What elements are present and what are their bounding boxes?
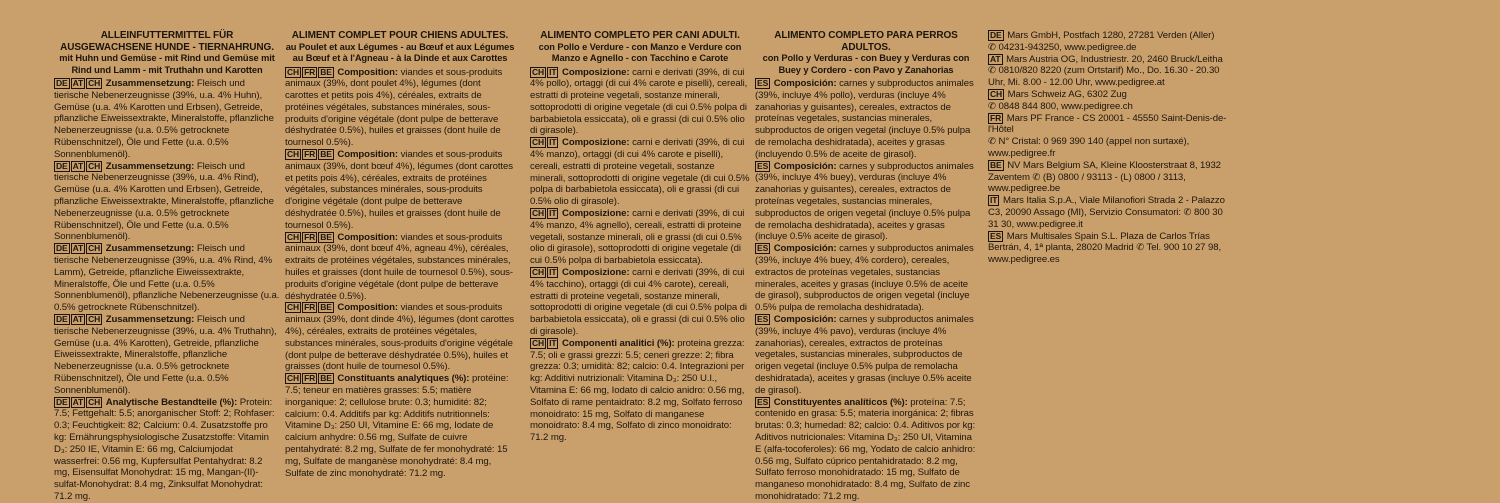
country-code-badge: CH xyxy=(532,208,545,219)
country-code-badge: DE xyxy=(56,160,68,171)
country-code-badge: CH xyxy=(287,231,300,242)
country-code-badge: DE xyxy=(56,396,68,407)
block-label: Composizione: xyxy=(562,208,630,220)
country-code-badge: CH xyxy=(287,149,300,160)
ingredient-block xyxy=(755,243,977,314)
block-text: viandes et sous-produits animaux (39%, dont dinde 4%), légumes (dont carottes 4%), céréales, extraits de protéines végétales, substances minérales, sous-produits d'origine végétale (dont pulpe de betterave déshydratée 0.5%), huiles et graisses (dont huile de tournesol 0.5%). xyxy=(285,302,514,373)
ingredient-block xyxy=(54,314,280,397)
block-label: Composición: xyxy=(773,313,837,325)
block-label: Composizione: xyxy=(562,66,630,78)
italian-title: ALIMENTO COMPLETO PER CANI ADULTI. xyxy=(540,30,740,41)
block-label: Zusammensetzung: xyxy=(105,160,195,172)
contact-text: Mars Multisales Spain S.L. Plaza de Carlos Trías Bertrán, 4, 1ª planta, 28020 Madrid ✆ Tel. 900 10 27 98, www.pedigree.es xyxy=(988,230,1222,266)
country-code-badge: AT xyxy=(72,243,84,254)
country-code-badge: ES xyxy=(757,160,769,171)
country-code-badge: ES xyxy=(990,230,1002,241)
italian-blocks xyxy=(530,67,750,445)
ingredient-block xyxy=(285,373,515,479)
block-text: Fleisch und tierische Nebenerzeugnisse (39%, u.a. 4% Rind), Gemüse (u.a. 4% Karotten und Erbsen), Getreide, pflanzliche Eiweissextrakte, Mineralstoffe, pflanzliche Nebenerzeugnisse (u.a. 0.5% getrocknete Rübenschnitzel), Öle und Fette (u.a. 0.5% Sonnenblumenöl). xyxy=(54,160,274,243)
spanish-subtitle: con Pollo y Verduras - con Buey y Verduras con Buey y Cordero - con Pavo y Zanahorias xyxy=(762,53,970,75)
block-text: viandes et sous-produits animaux (39%, dont poulet 4%), légumes (dont carottes et petits pois 4%), céréales, extraits de protéines végétales, substances minérales, sous-produits d'origine végétale (dont pulpe de betterave déshydratée 0.5%), huiles et graisses (dont huile de tournesol 0.5%). xyxy=(285,66,503,149)
german-title: ALLEINFUTTERMITTEL FÜR AUSGEWACHSENE HUNDE - TIERNAHRUNG. xyxy=(60,30,274,53)
block-label: Constituants analytiques (%): xyxy=(337,373,470,385)
ingredient-block xyxy=(755,161,977,244)
country-code-badge: FR xyxy=(304,302,316,313)
contact-block xyxy=(988,113,1228,160)
ingredient-block xyxy=(530,67,750,138)
ingredient-block xyxy=(530,208,750,267)
country-code-badge: CH xyxy=(88,78,101,88)
contact-blocks xyxy=(988,30,1228,266)
contact-text: Mars Schweiz AG, 6302 Zug xyxy=(1007,88,1127,100)
block-text: viandes et sous-produits animaux (39%, dont bœuf 4%, agneau 4%), céréales, extraits de protéines végétales, substances minérales, huiles et graisses (dont huile de tournesol 0.5%), sous-produits d'origine végétale (dont pulpe de betterave déshydratée 0.5%). xyxy=(285,231,513,302)
block-label: Composizione: xyxy=(562,137,630,149)
block-text: proteina grezza: 7.5; oli e grassi grezzi: 5.5; ceneri grezze: 2; fibra grezza: 0.3; umidità: 82; calcio: 0.4. Integrazioni per kg: Additivi nutrizionali: Vitamina D₃: 250 U.I., Vitamina E: 66 mg, Iodato di calcio anidro: 0.56 mg, Solfato di rame pentaidrato: 8.2 mg, Solfato ferroso monoidrato: 15 mg, Solfato di manganese monoidrato: 8.4 mg, Solfato di zinco monoidrato: 71.2 mg. xyxy=(530,337,745,444)
block-text: Fleisch und tierische Nebenerzeugnisse (39%, u.a. 4% Truthahn), Gemüse (u.a. 4% Karotten), Getreide, pflanzliche Eiweissextrakte, Mineralstoffe, pflanzliche Nebenerzeugnisse (u.a. 0.5% getrocknete Rübenschnitzel), Öle und Fette (u.a. 0.5% Sonnenblumenöl). xyxy=(54,313,277,396)
country-code-badge: CH xyxy=(88,313,101,324)
ingredient-block xyxy=(530,137,750,208)
french-column xyxy=(285,30,515,479)
spanish-blocks xyxy=(755,78,977,503)
country-code-badge: CH xyxy=(532,267,545,278)
block-text: proteína: 7.5; contenido en grasa: 5.5; materia inorgánica: 2; fibras brutas: 0.3; humedad: 82; calcio: 0.4. Aditivos por kg: Aditivos nutricionales: Vitamina D₃: 250 UI, Vitamina E (alfa-tocoferoles): 66 mg, Yodato de calcio anhidro: 0.56 mg, Sulfato cúprico pentahidratado: 8.2 mg, Sulfato ferroso monohidratado: 15 mg, Sulfato de manganeso monohidratado: 8.4 mg, Sulfato de zinc monohidratado: 71.2 mg. xyxy=(755,396,976,502)
country-code-badge: ES xyxy=(757,243,769,254)
contact-block xyxy=(988,54,1228,89)
country-code-badge: FR xyxy=(990,112,1002,123)
contact-block xyxy=(988,160,1228,195)
french-blocks xyxy=(285,67,515,480)
block-text: carnes y subproductos animales (39%, incluye 4% buey), verduras (incluye 4% zanahorias y guisantes), cereales, extractos de proteínas vegetales, sustancias minerales, subproductos de origen vegetal (incluye 0.5% pulpa de remolacha deshidratada), aceites y grasas (incluye 0.5% aceite de girasol). xyxy=(755,160,974,243)
country-code-badge: CH xyxy=(532,337,545,348)
contact-text: Mars PF France - CS 20001 - 45550 Saint-Denis-de-l'Hôtel xyxy=(988,112,1227,136)
country-code-badge: BE xyxy=(990,159,1002,170)
contact-text: Mars Italia S.p.A., Viale Milanofiori Strada 2 - Palazzo C3, 20090 Assago (MI), Servizio Consumatori: ✆ 800 30 31 30, www.pedigree.it xyxy=(988,195,1225,230)
country-code-badge: ES xyxy=(757,78,769,88)
contact-text: Mars Austria OG, Industriestr. 20, 2460 Bruck/Leitha xyxy=(1006,53,1223,65)
country-code-badge: CH xyxy=(532,137,545,148)
country-code-badge: BE xyxy=(320,302,332,313)
ingredient-block xyxy=(54,243,280,314)
country-code-badge: IT xyxy=(549,137,557,148)
country-code-badge: FR xyxy=(304,149,316,160)
ingredient-block xyxy=(755,314,977,397)
block-label: Composition: xyxy=(337,149,399,161)
french-title: ALIMENT COMPLET POUR CHIENS ADULTES. xyxy=(291,30,509,41)
block-text: Fleisch und tierische Nebenerzeugnisse (39%, u.a. 4% Rind, 4% Lamm), Getreide, pflanzliche Eiweissextrakte, Mineralstoffe, Öle und Fette (u.a. 0.5% Sonnenblumenöl), pflanzliche Nebenerzeugnisse (u.a. 0.5% getrocknete Rübenschnitzel). xyxy=(54,243,280,314)
block-text: Protein: 7.5; Fettgehalt: 5.5; anorganischer Stoff: 2; Rohfaser: 0.3; Feuchtigkeit: 82; Calcium: 0.4. Zusatzstoffe pro kg: Ernährungsphysiologische Zusatzstoffe: Vitamin D₃: 250 IE, Vitamin E: 66 mg, Calciumjodat wasserfrei: 0.56 mg, Kupfersulfat Pentahydrat: 8.2 mg, Eisensulfat Monohydrat: 15 mg, Mangan-(II)-sulfat-Monohydrat: 8.4 mg, Zinksulfat Monohydrat: 71.2 mg. xyxy=(54,396,275,502)
block-text: carnes y subproductos animales (39%, incluye 4% buey, 4% cordero), cereales, extractos de proteínas vegetales, sustancias minerales, aceites y grasas (incluye 0.5% de aceite de girasol), subproductos de origen vegetal (incluye 0.5% pulpa de remolacha deshidratada). xyxy=(755,243,974,314)
contact-phone-web: ✆ N° Cristal: 0 969 390 140 (appel non surtaxé), www.pedigree.fr xyxy=(988,136,1190,159)
country-code-badge: FR xyxy=(304,66,316,77)
ingredient-block xyxy=(530,338,750,444)
block-label: Zusammensetzung: xyxy=(105,243,195,255)
contact-block xyxy=(988,195,1228,230)
country-code-badge: DE xyxy=(56,243,68,254)
country-code-badge: CH xyxy=(532,66,545,77)
block-text: carni e derivati (39%, di cui 4% pollo), ortaggi (di cui 4% carote e piselli), cereali, estratti di proteine vegetali, sostanze minerali, sottoprodotti di origine vegetale (di cui 0.5% polpa di barbabietola essiccata), oli e grassi (di cui 0.5% olio di girasole). xyxy=(530,66,748,137)
block-label: Composición: xyxy=(773,160,837,172)
contact-phone-web: ✆ 0810/820 8220 (zum Ortstarif) Mo., Do. 16.30 - 20.30 Uhr, Mi. 8.00 - 12.00 Uhr, www.pedigree.at xyxy=(988,65,1220,89)
country-code-badge: IT xyxy=(990,195,998,206)
block-label: Constituyentes analíticos (%): xyxy=(773,396,908,408)
contact-phone-web: ✆ 0848 844 800, www.pedigree.ch xyxy=(988,100,1133,112)
contact-text: Mars GmbH, Postfach 1280, 27281 Verden (Aller) xyxy=(1007,30,1215,41)
country-code-badge: IT xyxy=(549,208,557,219)
contact-block xyxy=(988,89,1228,113)
country-code-badge: ES xyxy=(757,396,769,407)
ingredient-block xyxy=(285,67,515,150)
ingredient-block xyxy=(530,267,750,338)
spanish-column xyxy=(755,30,977,503)
contact-phone-web: ✆ 04231-943250, www.pedigree.de xyxy=(988,41,1137,53)
block-label: Composition: xyxy=(337,66,399,78)
contact-text: NV Mars Belgium SA, Kleine Kloosterstraat 8, 1932 Zaventem ✆ (B) 0800 / 93113 - (L) 0800 / 3113, www.pedigree.be xyxy=(988,159,1221,195)
block-text: carnes y subproductos animales (39%, incluye 4% pollo), verduras (incluye 4% zanahorias y guisantes), cereales, extractos de proteínas vegetales, sustancias minerales, subproductos de origen vegetal (incluye 0.5% pulpa de remolacha deshidratada), aceites y grasas (incluyendo 0.5% de aceite de girasol). xyxy=(755,78,974,160)
block-text: protéine: 7.5; teneur en matières grasses: 5.5; matière inorganique: 2; cellulose brute: 0.3; humidité: 82; calcium: 0.4. Additifs par kg: Additifs nutritionnels: Vitamine D₃: 250 UI, Vitamine E: 66 mg, Iodate de calcium anhydre: 0.56 mg, Sulfate de cuivre pentahydraté: 8.2 mg, Sulfate de fer monohydraté: 15 mg, Sulfate de manganèse monohydraté: 8.4 mg, Sulfate de zinc monohydraté: 71.2 mg. xyxy=(285,373,509,479)
block-text: viandes et sous-produits animaux (39%, dont bœuf 4%), légumes (dont carottes et petits pois 4%), céréales, extraits de protéines végétales, substances minérales, sous-produits d'origine végétale (dont pulpe de betterave déshydratée 0.5%), huiles et graisses (dont huile de tournesol 0.5%). xyxy=(285,149,513,231)
block-label: Composición: xyxy=(773,243,837,255)
german-subtitle: mit Huhn und Gemüse - mit Rind und Gemüse mit Rind und Lamm - mit Truthahn und Karotten xyxy=(59,53,275,75)
country-code-badge: AT xyxy=(72,78,84,88)
country-code-badge: BE xyxy=(320,373,332,384)
block-label: Componenti analitici (%): xyxy=(562,337,675,349)
country-code-badge: FR xyxy=(304,231,316,242)
country-code-badge: AT xyxy=(72,313,84,324)
ingredient-block xyxy=(285,149,515,232)
country-code-badge: AT xyxy=(72,396,84,407)
ingredient-block xyxy=(54,397,280,503)
country-code-badge: AT xyxy=(72,160,84,171)
italian-subtitle: con Pollo e Verdure - con Manzo e Verdure con Manzo e Agnello - con Tacchino e Carote xyxy=(538,41,742,63)
country-code-badge: CH xyxy=(287,373,300,384)
german-column xyxy=(54,30,280,503)
block-label: Zusammensetzung: xyxy=(105,313,195,325)
contact-block xyxy=(988,30,1228,54)
block-text: carni e derivati (39%, di cui 4% tacchino), ortaggi (di cui 4% carote), cereali, estratti di proteine vegetali, sostanze minerali, sottoprodotti di origine vegetale (di cui 0.5% polpa di barbabietola essiccata), oli e grassi (di cui 0.5% olio di girasole). xyxy=(530,267,747,338)
country-code-badge: BE xyxy=(320,231,332,242)
country-code-badge: CH xyxy=(287,66,300,77)
ingredient-block xyxy=(54,78,280,161)
ingredient-block xyxy=(755,78,977,161)
country-code-badge: CH xyxy=(88,396,101,407)
block-label: Zusammensetzung: xyxy=(105,78,195,89)
country-code-badge: CH xyxy=(287,302,300,313)
country-code-badge: IT xyxy=(549,267,557,278)
spanish-title: ALIMENTO COMPLETO PARA PERROS ADULTOS. xyxy=(774,30,958,53)
block-text: carnes y subproductos animales (39%, incluye 4% pavo), verduras (incluye 4% zanahorias), cereales, extractos de proteínas vegetales, sustancias minerales, subproductos de origen vegetal (incluye 0.5% pulpa de remolacha deshidratada), aceites y grasas (incluye 0.5% aceite de girasol). xyxy=(755,313,974,396)
country-code-badge: IT xyxy=(549,66,557,77)
block-label: Analytische Bestandteile (%): xyxy=(105,396,238,408)
country-code-badge: IT xyxy=(549,337,557,348)
block-label: Composition: xyxy=(337,231,399,243)
ingredient-block xyxy=(285,232,515,303)
block-label: Composición: xyxy=(773,78,837,89)
german-blocks xyxy=(54,78,280,503)
block-text: carni e derivati (39%, di cui 4% manzo), ortaggi (di cui 4% carote e piselli), cereali, estratti di proteine vegetali, sostanze minerali, sottoprodotti di origine vegetale (di cui 0.5% polpa di barbabietola essiccata), oli e grassi (di cui 0.5% olio di girasole). xyxy=(530,137,750,208)
block-text: Fleisch und tierische Nebenerzeugnisse (39%, u.a. 4% Huhn), Gemüse (u.a. 4% Karotten und Erbsen), Getreide, pflanzliche Eiweissextrakte, Mineralstoffe, pflanzliche Nebenerzeugnisse (u.a. 0.5% getrocknete Rübenschnitzel), Öle und Fette (u.a. 0.5% Sonnenblumenöl). xyxy=(54,78,274,160)
country-code-badge: CH xyxy=(88,243,101,254)
country-code-badge: BE xyxy=(320,149,332,160)
ingredient-block xyxy=(755,397,977,503)
country-code-badge: BE xyxy=(320,66,332,77)
country-code-badge: DE xyxy=(990,30,1002,40)
ingredient-block xyxy=(54,161,280,244)
contact-block xyxy=(988,231,1228,266)
country-code-badge: DE xyxy=(56,78,68,88)
country-code-badge: AT xyxy=(990,53,1001,64)
country-code-badge: FR xyxy=(304,373,316,384)
country-code-badge: DE xyxy=(56,313,68,324)
country-code-badge: ES xyxy=(757,313,769,324)
country-code-badge: CH xyxy=(88,160,101,171)
block-label: Composition: xyxy=(337,302,399,314)
french-subtitle: au Poulet et aux Légumes - au Bœuf et aux Légumes au Bœuf et à l'Agneau - à la Dinde et aux Carottes xyxy=(285,41,515,63)
contacts-column xyxy=(988,30,1228,266)
block-text: carni e derivati (39%, di cui 4% manzo, 4% agnello), cereali, estratti di proteine vegetali, sostanze minerali, oli e grassi (di cui 0.5% olio di girasole), sottoprodotti di origine vegetale (di cui 0.5% polpa di barbabietola essiccata). xyxy=(530,208,745,267)
country-code-badge: CH xyxy=(990,88,1003,99)
block-label: Composizione: xyxy=(562,267,630,279)
italian-column xyxy=(530,30,750,444)
ingredient-block xyxy=(285,302,515,373)
